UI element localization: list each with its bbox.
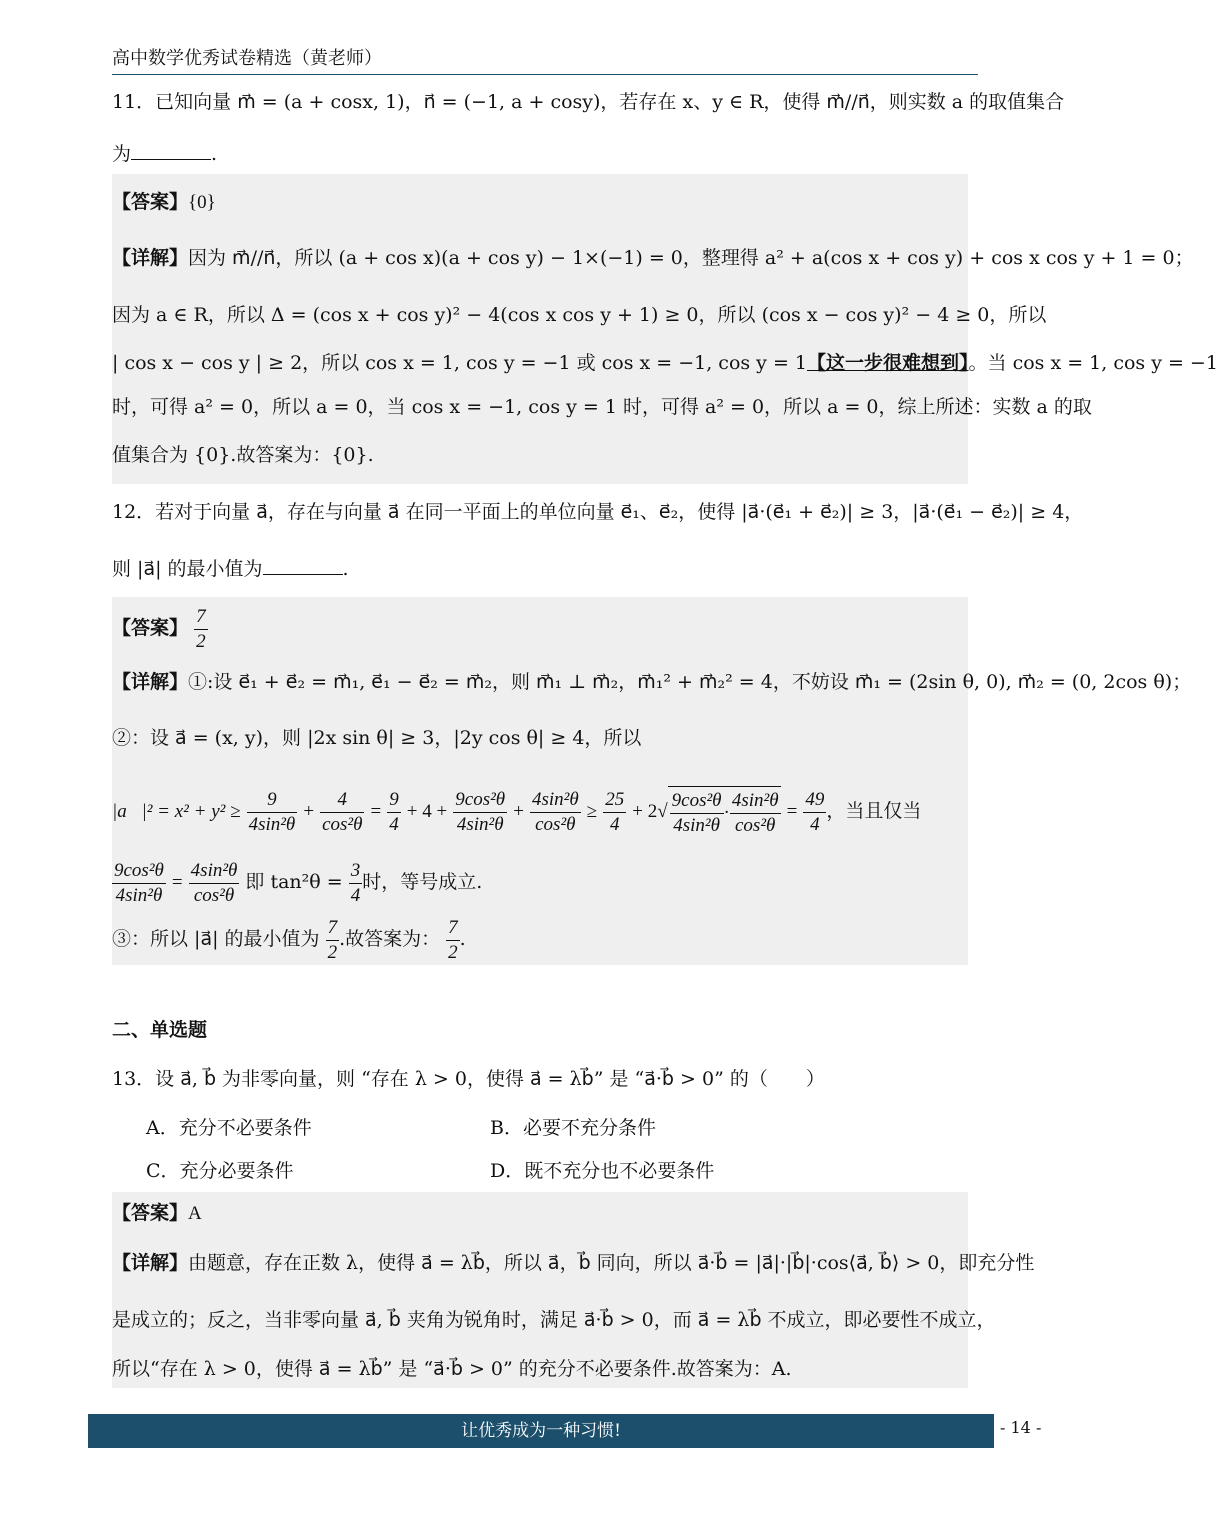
q11-detail-5: 值集合为 {0}.故答案为：{0}. [112, 444, 374, 466]
q11-stem-line2: 为 . [112, 143, 218, 165]
page-header: 高中数学优秀试卷精选（黄老师） [112, 44, 978, 75]
q12-detail-4: $\frac{\text{9cos²θ}}{\text{4sin²θ}}$ = $\frac{\text{4sin²θ}}{\text{cos²θ}}$ 即 tan²θ = $\frac{3}{4}$ 时，等号成立. [114, 859, 483, 906]
q13-answer: 【答案】A [112, 1202, 202, 1224]
q13-stem: 13．设 a⃗, b⃗ 为非零向量，则 “存在 λ > 0，使得 a⃗ = λb⃗” 是 “a⃗·b⃗ > 0” 的（ ） [112, 1068, 825, 1090]
q13-option-c: C．充分必要条件 [146, 1160, 294, 1182]
answer-blank [131, 141, 211, 160]
q12-detail-1: 【详解】①:设 e⃗₁ + e⃗₂ = m⃗₁, e⃗₁ − e⃗₂ = m⃗₂，则 m⃗₁ ⊥ m⃗₂，m⃗₁² + m⃗₂² = 4，不妨设 m⃗₁ = (2sin θ, 0), m⃗₂ = (0, 2cos θ)； [112, 671, 1192, 693]
q11-answer: 【答案】{0} [112, 191, 216, 213]
page-number: - 14 - [1000, 1418, 1042, 1437]
q12-stem: 12．若对于向量 a⃗，存在与向量 a⃗ 在同一平面上的单位向量 e⃗₁、e⃗₂，使得 |a⃗·(e⃗₁ + e⃗₂)| ≥ 3，|a⃗·(e⃗₁ − e⃗₂)| ≥ 4， [112, 501, 1084, 523]
section-title: 二、单选题 [112, 1019, 208, 1041]
q13-detail-1: 【详解】由题意，存在正数 λ，使得 a⃗ = λb⃗，所以 a⃗，b⃗ 同向，所以 a⃗·b⃗ = |a⃗|·|b⃗|·cos⟨a⃗, b⃗⟩ > 0，即充分性 [112, 1252, 1035, 1274]
q11-answer-box [112, 174, 968, 484]
q12-detail-2: ②：设 a⃗ = (x, y)，则 |2x sin θ| ≥ 3，|2y cos θ| ≥ 4，所以 [112, 727, 642, 749]
q12-detail-5: ③：所以 |a⃗| 的最小值为 $\frac{7}{2}$ .故答案为： $\frac{7}{2}$ . [112, 916, 466, 963]
q11-detail-4: 时，可得 a² = 0，所以 a = 0，当 cos x = −1, cos y = 1 时，可得 a² = 0，所以 a = 0，综上所述：实数 a 的取 [112, 396, 1092, 418]
q12-detail-3: |a⃗|² = x² + y² ≥ $\frac{9}{\text{4sin²θ}}$ + $\frac{4}{\text{cos²θ}}$ = $\frac{9}{4}$ + 4 + $\frac{\text{9cos²θ}}{\text{4sin²θ}}$ + $\frac{\text{4sin²θ}}{\text{cos²θ}}$ ≥ $\frac{25}{4}$ + 2√ $\frac{\text{9cos²θ}}{\text{4sin²θ}}$ · $\frac{\text{4sin²θ}}{\text{cos²θ}}$ = $\frac{49}{4}$ ，当且仅当 [112, 786, 921, 838]
q11-detail-1: 【详解】因为 m⃗//n⃗，所以 (a + cos x)(a + cos y) − 1×(−1) = 0，整理得 a² + a(cos x + cos y) + cos x cos y + 1 = 0； [112, 247, 1194, 269]
answer-blank [263, 556, 343, 575]
q13-option-a: A．充分不必要条件 [146, 1117, 312, 1139]
q13-option-b: B．必要不充分条件 [490, 1117, 656, 1139]
q11-detail-2: 因为 a ∈ R，所以 Δ = (cos x + cos y)² − 4(cos x cos y + 1) ≥ 0，所以 (cos x − cos y)² − 4 ≥ 0，所以 [112, 304, 1047, 326]
q12-answer: 【答案】 $\frac{7}{2}$ [112, 605, 206, 652]
emphasis-note: 【这一步很难想到】 [807, 352, 969, 374]
q12-stem-line2: 则 |a⃗| 的最小值为 . [112, 558, 349, 580]
q11-stem: 11．已知向量 m⃗ = (a + cosx, 1)，n⃗ = (−1, a + cosy)，若存在 x、y ∈ R，使得 m⃗//n⃗，则实数 a 的取值集合 [112, 91, 1065, 113]
q13-detail-2: 是成立的；反之，当非零向量 a⃗, b⃗ 夹角为锐角时，满足 a⃗·b⃗ > 0，而 a⃗ = λb⃗ 不成立，即必要性不成立， [112, 1309, 996, 1331]
q12-answer-box [112, 597, 968, 965]
q13-detail-3: 所以“存在 λ > 0，使得 a⃗ = λb⃗” 是 “a⃗·b⃗ > 0” 的充分不必要条件.故答案为：A. [112, 1358, 792, 1380]
footer-slogan: 让优秀成为一种习惯! [88, 1414, 994, 1448]
q11-detail-3: | cos x − cos y | ≥ 2，所以 cos x = 1, cos y = −1 或 cos x = −1, cos y = 1【这一步很难想到】。当 cos x = 1, cos y = −1 [112, 352, 1218, 374]
q13-option-d: D．既不充分也不必要条件 [490, 1160, 715, 1182]
